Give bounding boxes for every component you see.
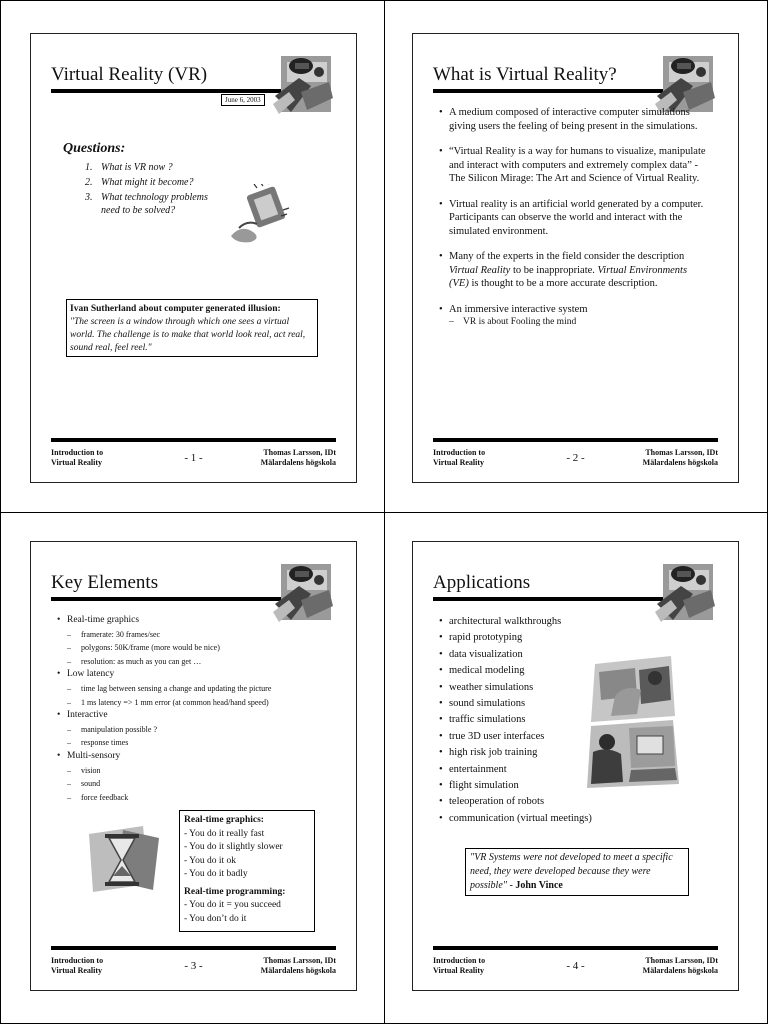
footer-course-line: Virtual Reality xyxy=(433,458,485,467)
slide-3 xyxy=(30,541,357,991)
list-item-label: Multi-sensory xyxy=(67,750,121,761)
sub-list-item: – polygons: 50K/frame (more would be nice) xyxy=(55,641,345,655)
footer-author-line: Mälardalens högskola xyxy=(642,966,718,975)
date-label: June 6, 2003 xyxy=(221,94,265,106)
footer-author-line: Thomas Larsson, IDt xyxy=(263,956,336,965)
quote-text: "VR Systems were not developed to meet a specific need, they were developed because they were possible" xyxy=(470,852,673,891)
list-item: • true 3D user interfaces xyxy=(437,729,637,745)
sub-list-item: – force feedback xyxy=(55,791,345,805)
slide-title: Key Elements xyxy=(51,572,159,593)
computer-chip-icon xyxy=(227,184,291,244)
question-item xyxy=(85,176,225,189)
list-item-label: Real-time graphics xyxy=(67,615,140,625)
list-item: • communication (virtual meetings) xyxy=(437,811,637,827)
footer-rule xyxy=(51,946,336,950)
emphasis-text: Virtual Reality xyxy=(449,264,511,276)
sub-list xyxy=(55,682,345,709)
list-item xyxy=(437,250,707,291)
text-run: to be inappropriate. xyxy=(510,264,598,276)
list-item: • high risk job training xyxy=(437,745,637,761)
footer-rule xyxy=(433,438,718,442)
questions-heading: Questions: xyxy=(63,141,126,156)
footer-rule xyxy=(433,946,718,950)
page-number: - 3 - xyxy=(184,960,203,972)
footer-author-line: Mälardalens högskola xyxy=(642,458,718,467)
list-item xyxy=(55,614,345,668)
footer-author xyxy=(643,448,718,468)
emphasis-text: Virtual Environments (VE) xyxy=(449,264,688,289)
question-item xyxy=(85,191,225,217)
quote-box xyxy=(465,848,689,896)
slide-4 xyxy=(412,541,739,991)
box-heading: Real-time graphics: xyxy=(184,815,264,825)
title-rule xyxy=(433,89,665,93)
definition-list xyxy=(437,106,707,330)
quote-text: "The screen is a window through which one sees a virtual world. The challenge is to make that world look real, act real, sound real, feel reel." xyxy=(70,317,306,353)
question-text: What technology problems need to be solved? xyxy=(101,192,208,216)
list-item: • flight simulation xyxy=(437,778,637,794)
footer-course-line: Introduction to xyxy=(51,448,104,457)
sub-list xyxy=(55,628,345,669)
box-item: - You do it = you succeed xyxy=(184,900,281,910)
vr-headset-person-icon xyxy=(653,560,719,624)
list-item xyxy=(55,750,345,804)
box-heading: Real-time programming: xyxy=(184,886,286,897)
footer-course-line: Introduction to xyxy=(433,956,486,965)
list-item xyxy=(437,303,707,330)
footer-author-line: Mälardalens högskola xyxy=(260,458,336,467)
slide-1 xyxy=(30,33,357,483)
question-number: 2. xyxy=(85,177,93,188)
text-run: An immersive interactive system xyxy=(449,303,588,315)
list-item xyxy=(55,668,345,709)
key-elements-list xyxy=(55,614,345,804)
box-item: - You do it slightly slower xyxy=(184,842,283,852)
sub-list-item: – response times xyxy=(55,736,345,750)
slide-title: Virtual Reality (VR) xyxy=(51,64,208,85)
list-item: • teleoperation of robots xyxy=(437,794,637,810)
footer-rule xyxy=(51,438,336,442)
box-item: - You do it badly xyxy=(184,869,248,879)
quote-heading: Ivan Sutherland about computer generated illusion: xyxy=(70,304,281,314)
list-item: • data visualization xyxy=(437,647,637,663)
sub-list-item: – time lag between sensing a change and updating the picture xyxy=(55,682,345,696)
question-text: What might it become? xyxy=(101,177,194,188)
list-item-label: Low latency xyxy=(67,669,115,680)
slide-title: What is Virtual Reality? xyxy=(433,64,617,85)
quote-box xyxy=(66,299,318,357)
box-item: - You don’t do it xyxy=(184,913,247,924)
footer-author xyxy=(261,448,336,468)
sub-list xyxy=(55,723,345,750)
list-item: • Virtual reality is an artificial world generated by a computer. Participants can observe the world and interact with the simulated environment. xyxy=(437,198,707,239)
question-item xyxy=(85,161,225,174)
box-item: - You do it really fast xyxy=(184,828,265,839)
list-item: • weather simulations xyxy=(437,680,637,696)
list-item-label: Interactive xyxy=(67,710,108,721)
question-text: What is VR now ? xyxy=(101,162,173,173)
page-number: - 2 - xyxy=(566,452,585,464)
question-number: 1. xyxy=(85,162,93,173)
footer-author-line: Thomas Larsson, IDt xyxy=(645,956,718,965)
slide-title: Applications xyxy=(433,572,531,593)
footer-author xyxy=(643,956,718,976)
box-item: - You do it ok xyxy=(184,855,236,866)
sub-list xyxy=(55,764,345,805)
sub-list-item: – manipulation possible ? xyxy=(55,723,345,737)
sub-list-item: – VR is about Fooling the mind xyxy=(437,316,707,330)
sub-list-item: – vision xyxy=(55,764,345,778)
list-item: • entertainment xyxy=(437,762,637,778)
title-rule xyxy=(433,597,665,601)
questions-list xyxy=(85,161,225,217)
footer-course-line: Virtual Reality xyxy=(51,458,103,467)
page-number: - 1 - xyxy=(184,452,203,464)
list-item: • traffic simulations xyxy=(437,712,637,728)
footer-course-line: Introduction to xyxy=(51,956,104,965)
text-run: is thought to be a more accurate description. xyxy=(468,278,658,289)
hourglass-icon xyxy=(83,824,163,896)
question-number: 3. xyxy=(85,192,93,203)
footer-author-line: Thomas Larsson, IDt xyxy=(645,448,718,457)
footer-course-line: Virtual Reality xyxy=(51,966,103,975)
list-item: • A medium composed of interactive computer simulations giving users the feeling of being present in the simulations. xyxy=(437,106,707,133)
list-item: • medical modeling xyxy=(437,663,637,679)
vr-headset-person-icon xyxy=(271,52,337,116)
people-at-computers-icon xyxy=(585,656,681,788)
realtime-box xyxy=(179,810,315,932)
sub-list-item: – resolution: as much as you can get … xyxy=(55,655,345,669)
footer-course-line: Virtual Reality xyxy=(433,966,485,975)
sub-list xyxy=(437,316,707,330)
text-run: Many of the experts in the field consider the description xyxy=(449,251,685,262)
title-rule xyxy=(51,597,283,601)
sub-list-item: – sound xyxy=(55,777,345,791)
list-item xyxy=(55,709,345,750)
list-item: • “Virtual Reality is a way for humans to visualize, manipulate and interact with computers and extremely complex data” - The Silicon Mirage: The Art and Science of Virtual Reality. xyxy=(437,145,707,186)
page-number: - 4 - xyxy=(566,960,585,972)
quote-separator: - xyxy=(506,880,516,891)
title-rule xyxy=(51,89,283,93)
list-item: • sound simulations xyxy=(437,696,637,712)
footer-author-line: Thomas Larsson, IDt xyxy=(263,448,336,457)
footer-author-line: Mälardalens högskola xyxy=(260,966,336,975)
quote-author: John Vince xyxy=(515,880,563,891)
slide-2 xyxy=(412,33,739,483)
sub-list-item: – 1 ms latency => 1 mm error (at common head/hand speed) xyxy=(55,696,345,710)
sub-list-item: – framerate: 30 frames/sec xyxy=(55,628,345,642)
footer-course-line: Introduction to xyxy=(433,448,486,457)
footer-author xyxy=(261,956,336,976)
list-item: • architectural walkthroughs xyxy=(437,614,637,630)
list-item: • rapid prototyping xyxy=(437,630,637,646)
